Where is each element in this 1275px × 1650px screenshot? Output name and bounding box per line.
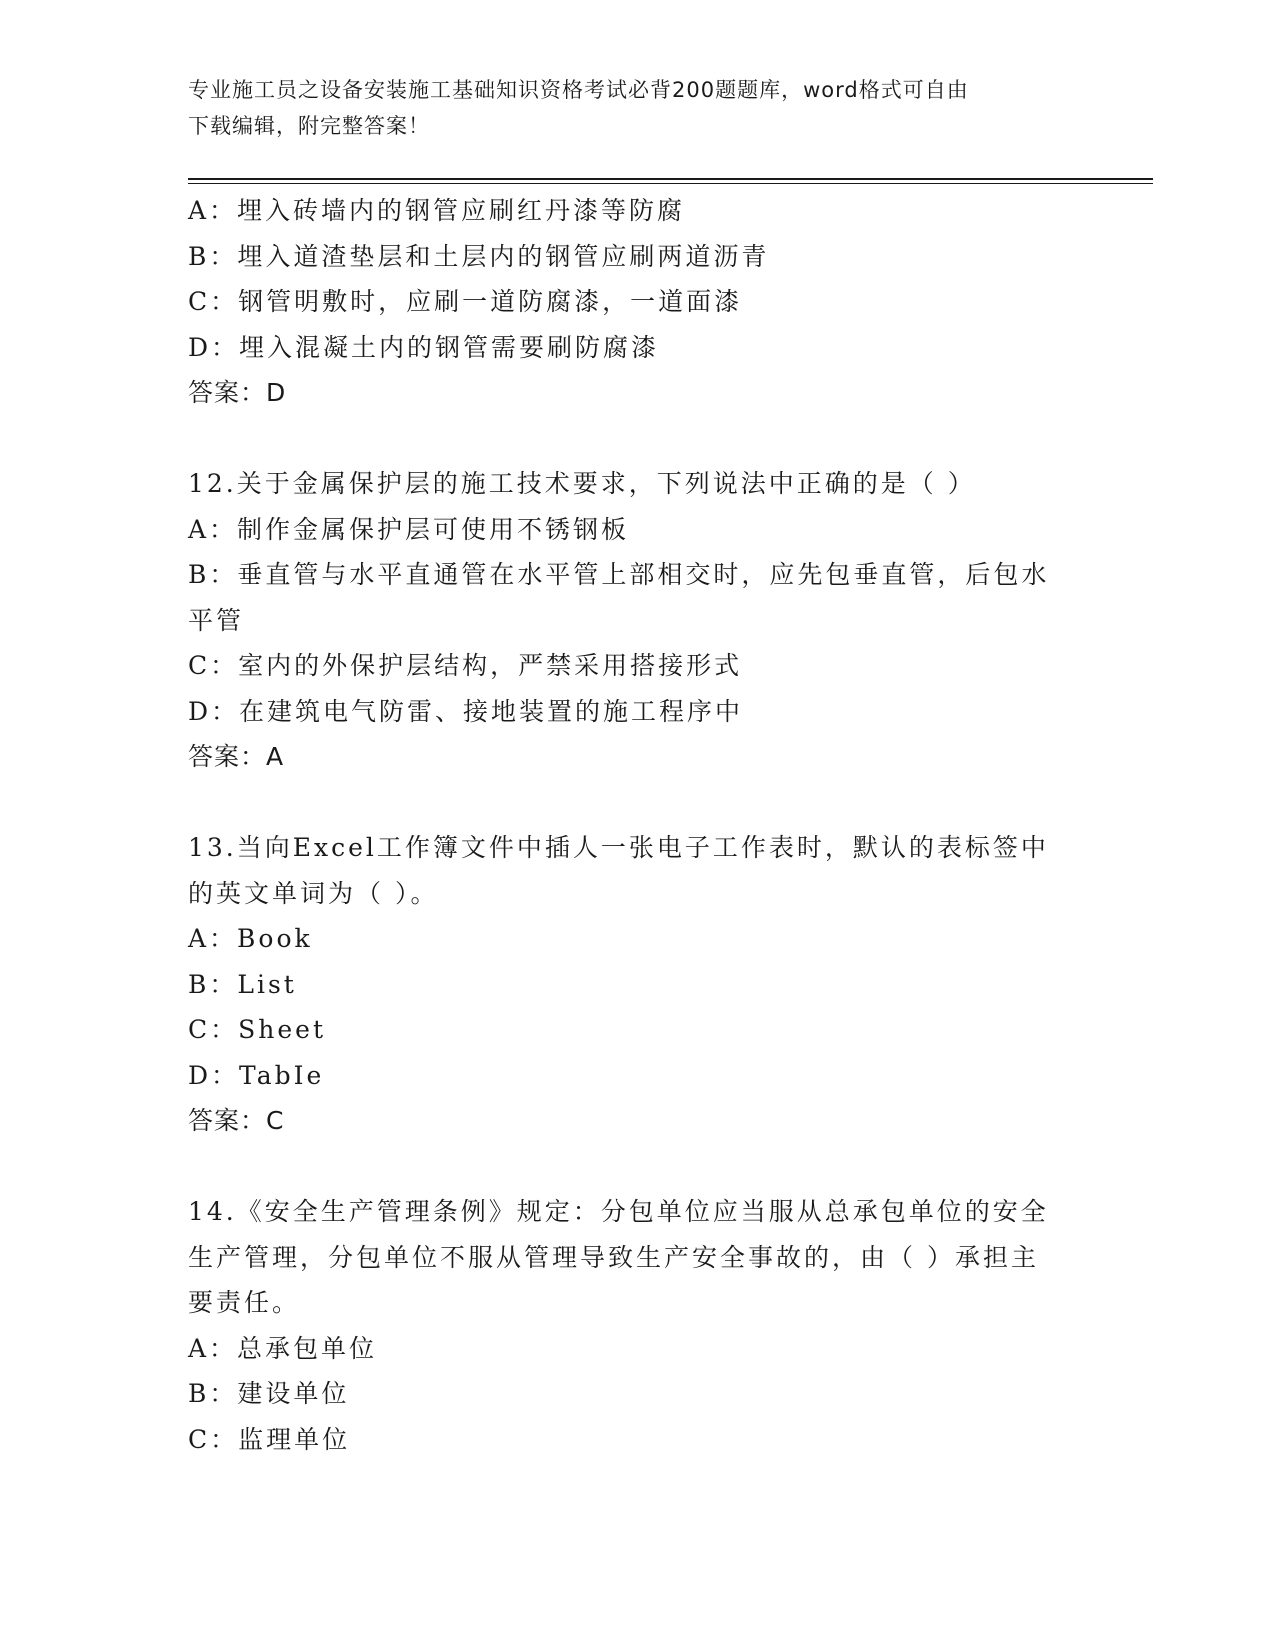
spacer	[188, 416, 1088, 462]
option-a: A：制作金属保护层可使用不锈钢板	[188, 514, 630, 544]
option-b-continued: 平管	[188, 605, 245, 635]
option-b: B：埋入道渣垫层和土层内的钢管应刷两道沥青	[188, 241, 770, 271]
option-b: B：垂直管与水平直通管在水平管上部相交时，应先包垂直管，后包水	[188, 560, 1050, 589]
answer: 答案：D	[188, 378, 287, 407]
option-d: D：埋入混凝土内的钢管需要刷防腐漆	[188, 332, 660, 362]
question-text-continued: 的英文单词为（ ）。	[188, 878, 439, 908]
spacer	[188, 1144, 1088, 1190]
question-text: 14.《安全生产管理条例》规定：分包单位应当服从总承包单位的安全	[188, 1197, 1049, 1226]
option-d: D：在建筑电气防雷、接地装置的施工程序中	[188, 696, 744, 726]
spacer	[188, 780, 1088, 826]
answer: 答案：A	[188, 742, 285, 771]
header-rule-thick	[188, 178, 1153, 180]
question-text: 12.关于金属保护层的施工技术要求，下列说法中正确的是（ ）	[188, 469, 976, 498]
header-line-2: 下载编辑，附完整答案！	[188, 114, 430, 138]
question-12	[188, 461, 1088, 780]
header-rule-thin	[188, 183, 1153, 184]
question-list	[188, 188, 1088, 1462]
option-b: B：建设单位	[188, 1379, 350, 1408]
question-text-continued: 生产管理，分包单位不服从管理导致生产安全事故的，由（ ）承担主	[188, 1242, 1039, 1272]
option-a: A：埋入砖墙内的钢管应刷红丹漆等防腐	[188, 196, 686, 225]
answer: 答案：C	[188, 1106, 285, 1135]
option-a: A：总承包单位	[188, 1333, 378, 1363]
question-14	[188, 1189, 1088, 1462]
option-c: C：钢管明敷时，应刷一道防腐漆，一道面漆	[188, 287, 743, 316]
question-13	[188, 825, 1088, 1144]
question-11	[188, 188, 1088, 416]
option-d: D：TabIe	[188, 1060, 325, 1090]
option-b: B：List	[188, 969, 297, 999]
document-header	[188, 72, 1068, 144]
question-text-continued: 要责任。	[188, 1288, 301, 1317]
option-a: A：Book	[188, 924, 313, 953]
option-c: C：Sheet	[188, 1015, 326, 1044]
header-line-1: 专业施工员之设备安装施工基础知识资格考试必背200题题库，word格式可自由	[188, 78, 969, 102]
option-c: C：室内的外保护层结构，严禁采用搭接形式	[188, 651, 743, 680]
option-c: C：监理单位	[188, 1424, 351, 1454]
question-text: 13.当向Excel工作簿文件中插人一张电子工作表时，默认的表标签中	[188, 833, 1049, 862]
